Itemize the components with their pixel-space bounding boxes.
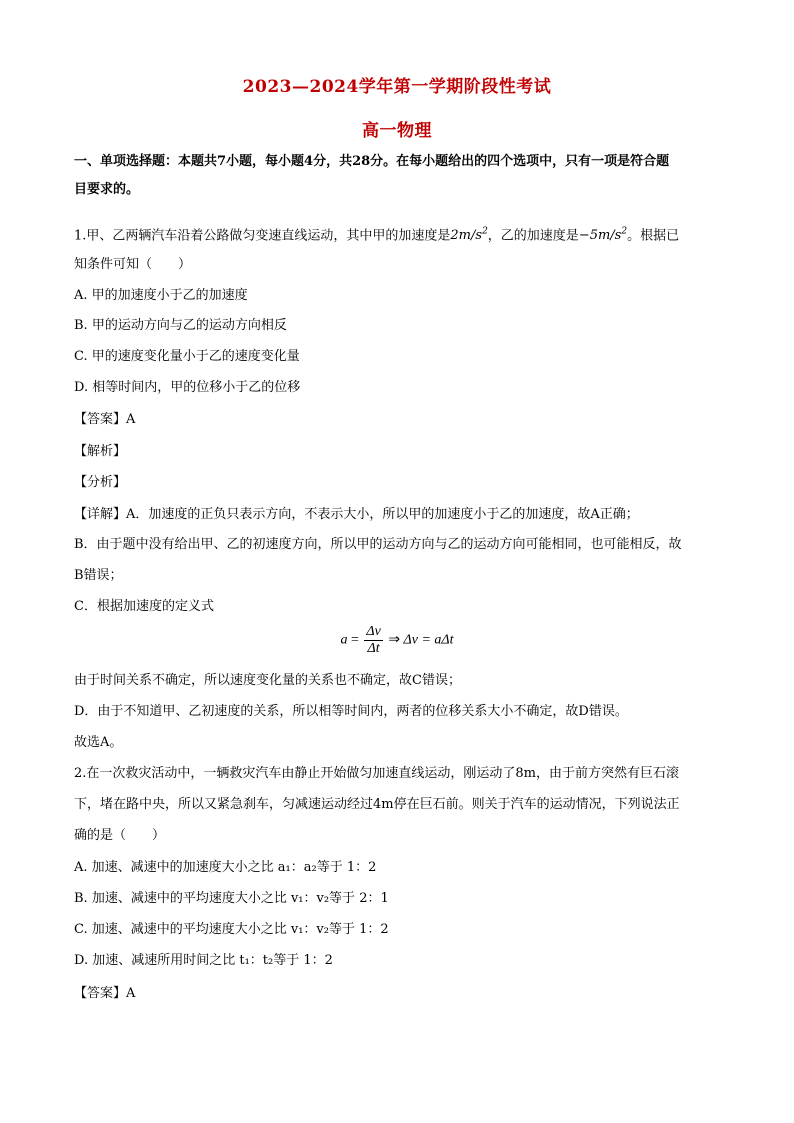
q1-option-a: A. 甲的加速度小于乙的加速度 [74, 288, 248, 303]
q1-answer: 【答案】A [74, 412, 136, 427]
q2-option-d: D. 加速、减速所用时间之比 t₁：t₂等于 1：2 [74, 953, 333, 968]
q1-option-c: C. 甲的速度变化量小于乙的速度变化量 [74, 349, 300, 364]
q1-detail-line1: 【详解】A．加速度的正负只表示方向，不表示大小，所以甲的加速度小于乙的加速度，故A正确； [74, 507, 639, 522]
q1-detail-line4: C．根据加速度的定义式 [74, 599, 214, 614]
q1-detail-line5: 由于时间关系不确定，所以速度变化量的关系也不确定，故C错误； [74, 673, 461, 688]
q1-detail-line2: B．由于题中没有给出甲、乙的初速度方向，所以甲的运动方向与乙的运动方向可能相同，也可能相反，故 [74, 537, 682, 552]
q1-stem-line2: 知条件可知（ ） [74, 257, 192, 272]
q1-conclusion: 故选A。 [74, 735, 123, 750]
q1-detail-line6: D．由于不知道甲、乙初速度的关系，所以相等时间内，两者的位移关系大小不确定，故D错误。 [74, 704, 628, 719]
q2-option-b: B. 加速、减速中的平均速度大小之比 v₁：v₂等于 2：1 [74, 891, 389, 906]
q1-stem-a: 1.甲、乙两辆汽车沿着公路做匀变速直线运动，其中甲的加速度是 [74, 228, 451, 244]
q1-accel2: $-5m/s^2$ [578, 227, 628, 244]
q1-option-d: D. 相等时间内，甲的位移小于乙的位移 [74, 380, 301, 395]
q1-option-b: B. 甲的运动方向与乙的运动方向相反 [74, 318, 287, 333]
q2-stem-line3: 确的是（ ） [74, 828, 166, 843]
q2-option-c: C. 加速、减速中的平均速度大小之比 v₁：v₂等于 1：2 [74, 922, 389, 937]
q1-accel1: $2m/s^2$ [450, 227, 488, 244]
q1-detail-line3: B错误； [74, 568, 123, 583]
q2-answer: 【答案】A [74, 986, 136, 1001]
exam-title: 2023—2024学年第一学期阶段性考试 [242, 77, 552, 97]
q1-stem-c: 。根据已 [627, 228, 680, 244]
q1-analysis-label: 【解析】 [74, 444, 127, 459]
q1-fenxi-label: 【分析】 [74, 475, 127, 490]
section-intro-line1: 一、单项选择题：本题共7小题，每小题4分，共28分。在每小题给出的四个选项中，只有一项是符合题 [74, 154, 670, 169]
q2-option-a: A. 加速、减速中的加速度大小之比 a₁：a₂等于 1：2 [74, 860, 377, 875]
section-intro-line2: 目要求的。 [74, 182, 140, 197]
subject-title: 高一物理 [362, 121, 432, 141]
q2-stem-line1: 2.在一次救灾活动中，一辆救灾汽车由静止开始做匀加速直线运动，刚运动了8m，由于前方突然有巨石滚 [74, 766, 680, 781]
q1-stem-line1 [74, 222, 720, 246]
formula-fraction: $\frac{\Delta v}{\Delta t}$ [366, 624, 381, 656]
acceleration-formula: a = $\frac{\Delta v}{\Delta t}$ ⇒ Δv = aΔt [340, 624, 454, 656]
q1-stem-b: ，乙的加速度是 [487, 228, 579, 244]
q2-stem-line2: 下，堵在路中央，所以又紧急刹车，匀减速运动经过4m停在巨石前。则关于汽车的运动情况，下列说法正 [74, 797, 680, 812]
